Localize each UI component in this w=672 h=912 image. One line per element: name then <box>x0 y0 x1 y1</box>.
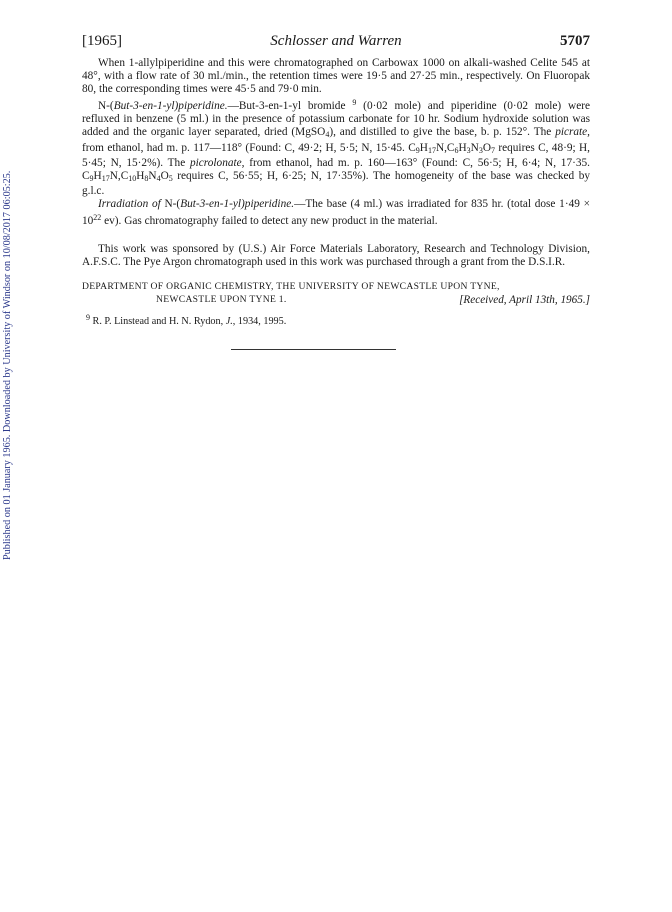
subscript: 9 <box>89 173 94 183</box>
text-span: from ethanol, had m. p. 160—163° (Found: C, 56·5; H, 6·4; N, 17·35. C <box>82 156 590 182</box>
formula-part: N,C <box>435 141 455 154</box>
subscript: 8 <box>144 173 149 183</box>
header-year: [1965] <box>82 33 122 49</box>
subscript: 3 <box>466 145 471 155</box>
formula-part: N <box>470 141 479 154</box>
compound-heading: But-3-en-1-yl)piperidine. <box>180 197 295 210</box>
compound-prefix: N-( <box>98 100 114 113</box>
text-span: —The base (4 ml.) was irradiated for 835 hr. (total dose 1·49 × 10 <box>82 197 591 228</box>
exponent: 22 <box>93 213 102 223</box>
footnote-reference: 9 <box>352 98 357 108</box>
picrate-term: picrate, <box>555 126 591 139</box>
formula-part: H <box>93 169 102 182</box>
subscript: 17 <box>427 145 436 155</box>
subscript: 3 <box>478 145 483 155</box>
affiliation-line-1: DEPARTMENT OF ORGANIC CHEMISTRY, THE UNIVERSITY OF NEWCASTLE UPON TYNE, <box>82 281 500 293</box>
formula-part: H <box>458 141 467 154</box>
paragraph-irradiation <box>82 198 590 228</box>
received-date: [Received, April 13th, 1965.] <box>459 293 590 306</box>
affiliation-city: NEWCASTLE UPON TYNE 1. <box>156 293 287 305</box>
footnote-citation: , 1934, 1995. <box>232 316 287 328</box>
formula-part: H <box>419 141 428 154</box>
footnote-number: 9 <box>86 313 90 323</box>
formula-part: N <box>148 169 157 182</box>
download-notice <box>2 150 16 560</box>
subscript: 7 <box>491 145 495 155</box>
download-notice-text: Published on 01 January 1965. Downloaded by University of Windsor on 10/08/2017 06:05:25. <box>2 170 13 560</box>
formula-part: O <box>160 169 169 182</box>
subscript: 6 <box>454 145 459 155</box>
picrolonate-term: picrolonate, <box>189 156 245 169</box>
header-page-number: 5707 <box>560 33 590 49</box>
subscript: 4 <box>156 173 161 183</box>
footnote-text: R. P. Linstead and H. N. Rydon, <box>90 316 226 328</box>
footnote <box>82 312 590 328</box>
formula-part: N,C <box>109 169 129 182</box>
compound-heading: But-3-en-1-yl)piperidine. <box>113 100 228 113</box>
subscript: 9 <box>415 145 420 155</box>
text-span: ev). Gas chromatography failed to detect any new product in the material. <box>101 215 438 228</box>
paragraph-chromatography: When 1-allylpiperidine and this were chromatographed on Carbowax 1000 on alkali-washed Celite 545 at 48°, with a flow rate of 30 ml./min., the retention times were 19·5 and 27·25 min., respectively. On Fluoropak 80, the corresponding times were 45·5 and 79·0 min. <box>82 57 590 96</box>
article-body <box>82 57 590 328</box>
subscript: 4 <box>325 130 330 140</box>
end-rule <box>231 349 396 350</box>
paragraph-synthesis <box>82 96 590 198</box>
subscript: 5 <box>168 173 173 183</box>
affiliation-line-2 <box>82 294 590 307</box>
header-title: Schlosser and Warren <box>270 33 402 49</box>
formula-part: H <box>136 169 145 182</box>
text-span: requires C, 48·9; H, 5·45; N, 15·2%). The <box>82 141 590 169</box>
text-span: N-( <box>160 197 181 210</box>
acknowledgement: This work was sponsored by (U.S.) Air Force Materials Laboratory, Research and Technology Division, A.F.S.C. The Pye Argon chromatograph used in this work was purchased through a grant from the D.S.I.R. <box>82 243 590 269</box>
page-header <box>82 33 590 53</box>
text-span: requires C, 56·55; H, 6·25; N, 17·35%). The homogeneity of the base was checked by g.l.c. <box>82 169 590 197</box>
text-span: (0·02 mole) and piperidine (0·02 mole) were refluxed in benzene (5 ml.) in the presence of potassium carbonate for 10 hr. Sodium hydroxide solution was added and the organic layer separated, dried (MgSO <box>82 100 590 139</box>
irradiation-heading: Irradiation of <box>98 197 161 210</box>
subscript: 17 <box>101 173 110 183</box>
footnote-journal: J. <box>225 316 233 328</box>
text-span: —But-3-en-1-yl bromide <box>227 100 353 113</box>
text-span: ), and distilled to give the base, b. p. 152°. The <box>329 126 556 139</box>
subscript: 10 <box>128 173 137 183</box>
affiliation <box>82 281 590 306</box>
text-span: from ethanol, had m. p. 117—118° (Found: C, 49·2; H, 5·5; N, 15·45. C <box>82 141 416 154</box>
formula-part: O <box>482 141 491 154</box>
